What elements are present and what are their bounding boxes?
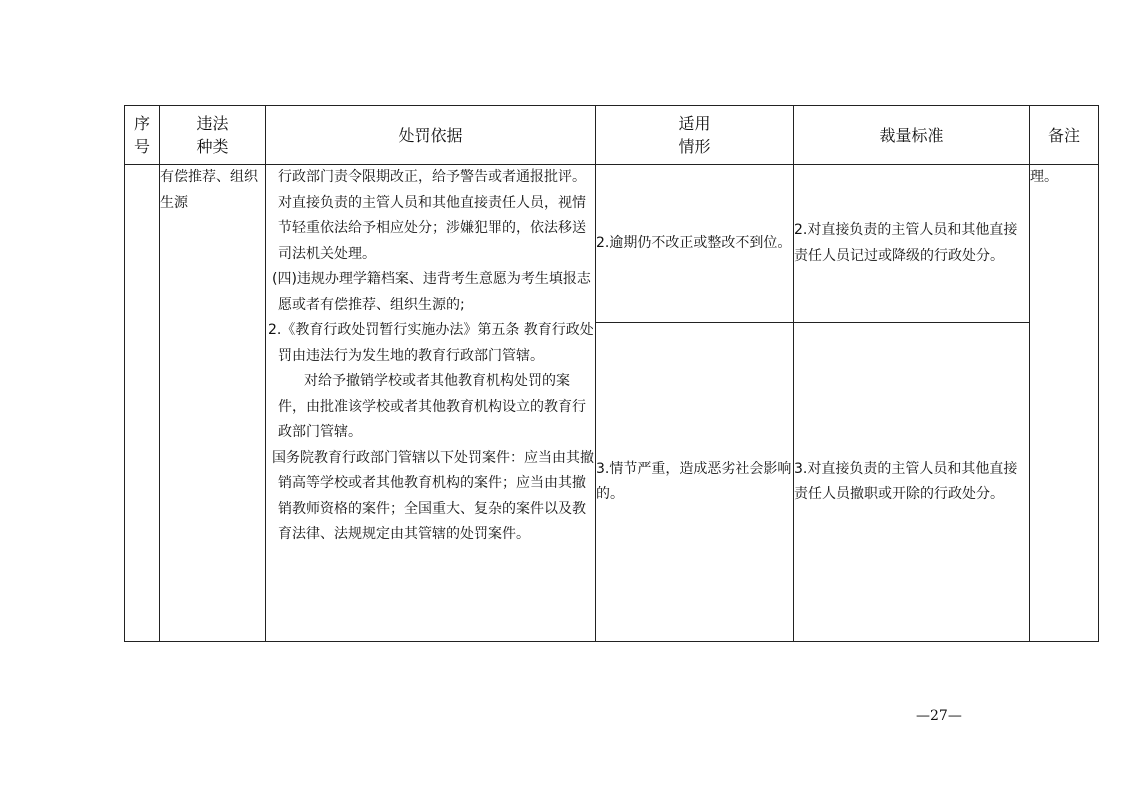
header-scope-line1: 适用 (678, 114, 711, 133)
basis-cell (266, 165, 596, 642)
page-number: —27— (916, 708, 962, 724)
header-seq-line1: 序 (133, 114, 150, 133)
header-basis: 处罚依据 (266, 106, 596, 165)
basis-paragraph: 国务院教育行政部门管辖以下处罚案件：应当由其撤销高等学校或者其他教育机构的案件；应当由其撤销教师资格的案件；全国重大、复杂的案件以及教育法律、法规规定由其管辖的处罚案件。 (272, 449, 594, 542)
basis-paragraph: 2.《教育行政处罚暂行实施办法》第五条 教育行政处罚由违法行为发生地的教育行政部门管辖。 (268, 322, 594, 364)
scope-cell: 3.情节严重，造成恶劣社会影响的。 (596, 323, 794, 642)
header-note: 备注 (1030, 106, 1099, 165)
header-scope (596, 106, 794, 165)
header-type-line2: 种类 (196, 137, 229, 156)
header-seq-line2: 号 (133, 137, 150, 156)
violation-type-cell: 有偿推荐、组织生源 (160, 165, 266, 642)
header-scope-line2: 情形 (678, 137, 711, 156)
standard-cell: 3.对直接负责的主管人员和其他直接责任人员撤职或开除的行政处分。 (794, 323, 1030, 642)
header-standard: 裁量标准 (794, 106, 1030, 165)
basis-paragraph: (四)违规办理学籍档案、违背考生意愿为考生填报志愿或者有偿推荐、组织生源的; (272, 271, 591, 313)
header-row (125, 106, 1099, 165)
penalty-table (124, 105, 1099, 642)
header-seq (125, 106, 160, 165)
header-type-line1: 违法 (196, 114, 229, 133)
seq-cell (125, 165, 160, 642)
header-violation-type (160, 106, 266, 165)
standard-cell: 2.对直接负责的主管人员和其他直接责任人员记过或降级的行政处分。 (794, 165, 1030, 323)
note-cell: 理。 (1030, 165, 1099, 642)
basis-paragraph: 对给予撤销学校或者其他教育机构处罚的案件，由批准该学校或者其他教育机构设立的教育行政部门管辖。 (278, 373, 586, 440)
basis-paragraph: 行政部门责令限期改正，给予警告或者通报批评。对直接负责的主管人员和其他直接责任人员，视情节轻重依法给予相应处分；涉嫌犯罪的，依法移送司法机关处理。 (278, 169, 586, 262)
table-row (125, 165, 1099, 323)
scope-cell: 2.逾期仍不改正或整改不到位。 (596, 165, 794, 323)
